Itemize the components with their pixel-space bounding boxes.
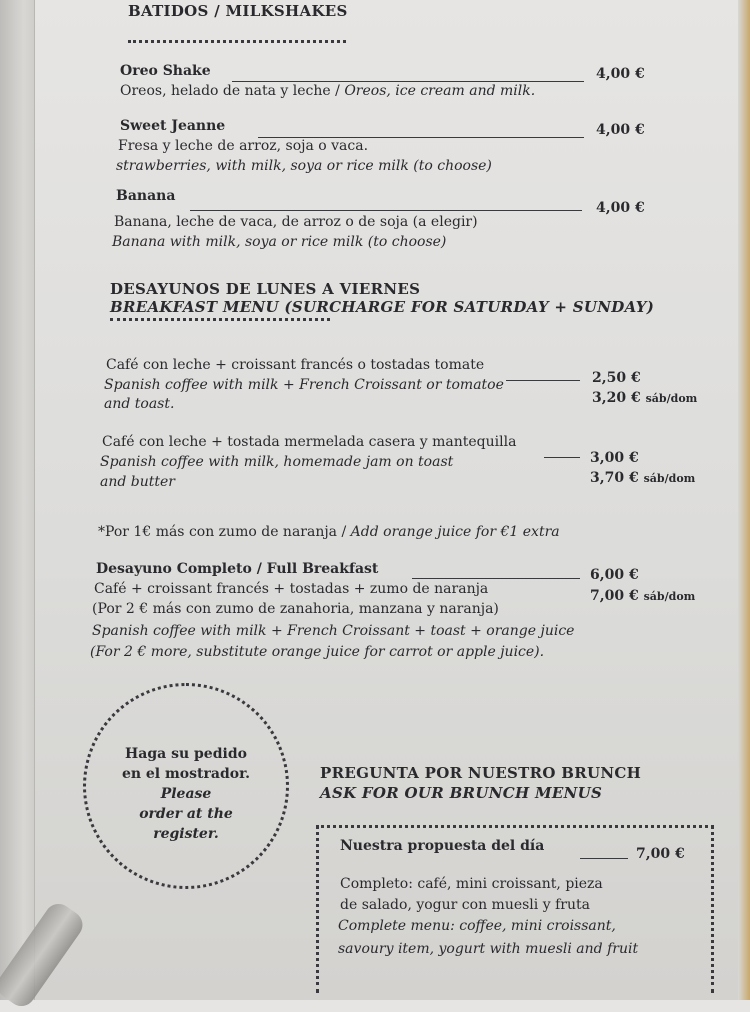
- item-name: Oreo Shake: [120, 63, 211, 79]
- order-line: Haga su pedido: [125, 746, 247, 762]
- item-desc: Banana, leche de vaca, de arroz o de soja (a elegir): [114, 214, 478, 230]
- right-page-edge: [738, 0, 750, 1000]
- breakfast-heading-es: DESAYUNOS DE LUNES A VIERNES: [110, 280, 421, 298]
- leader-line: [412, 578, 580, 579]
- brunch-line: Completo: café, mini croissant, pieza: [340, 876, 603, 892]
- item-desc: Fresa y leche de arroz, soja o vaca.: [118, 138, 369, 154]
- brunch-offer-name: Nuestra propuesta del día: [340, 838, 545, 854]
- orange-juice-note: *Por 1€ más con zumo de naranja / Add orange juice for €1 extra: [98, 524, 560, 540]
- heading-dots: [128, 40, 346, 43]
- breakfast-line: Café con leche + croissant francés o tostadas tomate: [106, 357, 485, 373]
- item-name: Banana: [116, 188, 176, 204]
- leader-line: [544, 457, 580, 458]
- milkshakes-heading: BATIDOS / MILKSHAKES: [128, 2, 348, 20]
- full-breakfast-price-weekend: 7,00 € sáb/dom: [590, 588, 696, 604]
- brunch-line-en: savoury item, yogurt with muesli and fruit: [338, 941, 639, 957]
- leader-line: [506, 380, 580, 381]
- full-breakfast-line-en: (For 2 € more, substitute orange juice for carrot or apple juice).: [90, 644, 545, 660]
- breakfast-line-en: and butter: [100, 474, 175, 490]
- full-breakfast-line-en: Spanish coffee with milk + French Croissant + toast + orange juice: [92, 623, 575, 639]
- order-line-en: order at the: [139, 806, 233, 822]
- item-name: Sweet Jeanne: [120, 118, 226, 134]
- order-line-en: register.: [153, 826, 219, 842]
- breakfast-line-en: Spanish coffee with milk + French Croissant or tomatoe: [104, 377, 504, 393]
- breakfast-price: 2,50 €: [592, 370, 641, 386]
- breakfast-line-en: Spanish coffee with milk, homemade jam on toast: [100, 454, 454, 470]
- full-breakfast-line: Café + croissant francés + tostadas + zumo de naranja: [94, 581, 489, 597]
- brunch-line: de salado, yogur con muesli y fruta: [340, 897, 590, 913]
- item-price: 4,00 €: [596, 200, 645, 216]
- item-price: 4,00 €: [596, 66, 645, 82]
- item-desc-en: Banana with milk, soya or rice milk (to choose): [112, 234, 447, 250]
- breakfast-price-weekend: 3,70 € sáb/dom: [590, 470, 696, 486]
- breakfast-heading-en: BREAKFAST MENU (SURCHARGE FOR SATURDAY + SUNDAY): [110, 298, 655, 316]
- order-line: en el mostrador.: [121, 766, 251, 782]
- brunch-heading-en: ASK FOR OUR BRUNCH MENUS: [320, 784, 603, 802]
- full-breakfast-price: 6,00 €: [590, 567, 639, 583]
- heading-dots: [110, 318, 330, 321]
- full-breakfast-name: Desayuno Completo / Full Breakfast: [96, 561, 379, 577]
- leader-line: [190, 210, 582, 211]
- breakfast-line: Café con leche + tostada mermelada casera y mantequilla: [102, 434, 517, 450]
- brunch-offer-price: 7,00 €: [636, 846, 685, 862]
- breakfast-line-en: and toast.: [104, 396, 175, 412]
- leader-line: [580, 858, 628, 859]
- brunch-line-en: Complete menu: coffee, mini croissant,: [338, 918, 616, 934]
- item-price: 4,00 €: [596, 122, 645, 138]
- breakfast-price: 3,00 €: [590, 450, 639, 466]
- order-line-en: Please: [160, 786, 212, 802]
- order-notice: [83, 744, 289, 844]
- full-breakfast-line: (Por 2 € más con zumo de zanahoria, manzana y naranja): [92, 601, 499, 617]
- breakfast-price-weekend: 3,20 € sáb/dom: [592, 390, 698, 406]
- item-desc-en: strawberries, with milk, soya or rice milk (to choose): [116, 158, 492, 174]
- leader-line: [232, 81, 584, 82]
- item-desc: Oreos, helado de nata y leche / Oreos, ice cream and milk.: [120, 83, 536, 99]
- brunch-heading-es: PREGUNTA POR NUESTRO BRUNCH: [320, 764, 642, 782]
- left-page-edge: [0, 0, 35, 1000]
